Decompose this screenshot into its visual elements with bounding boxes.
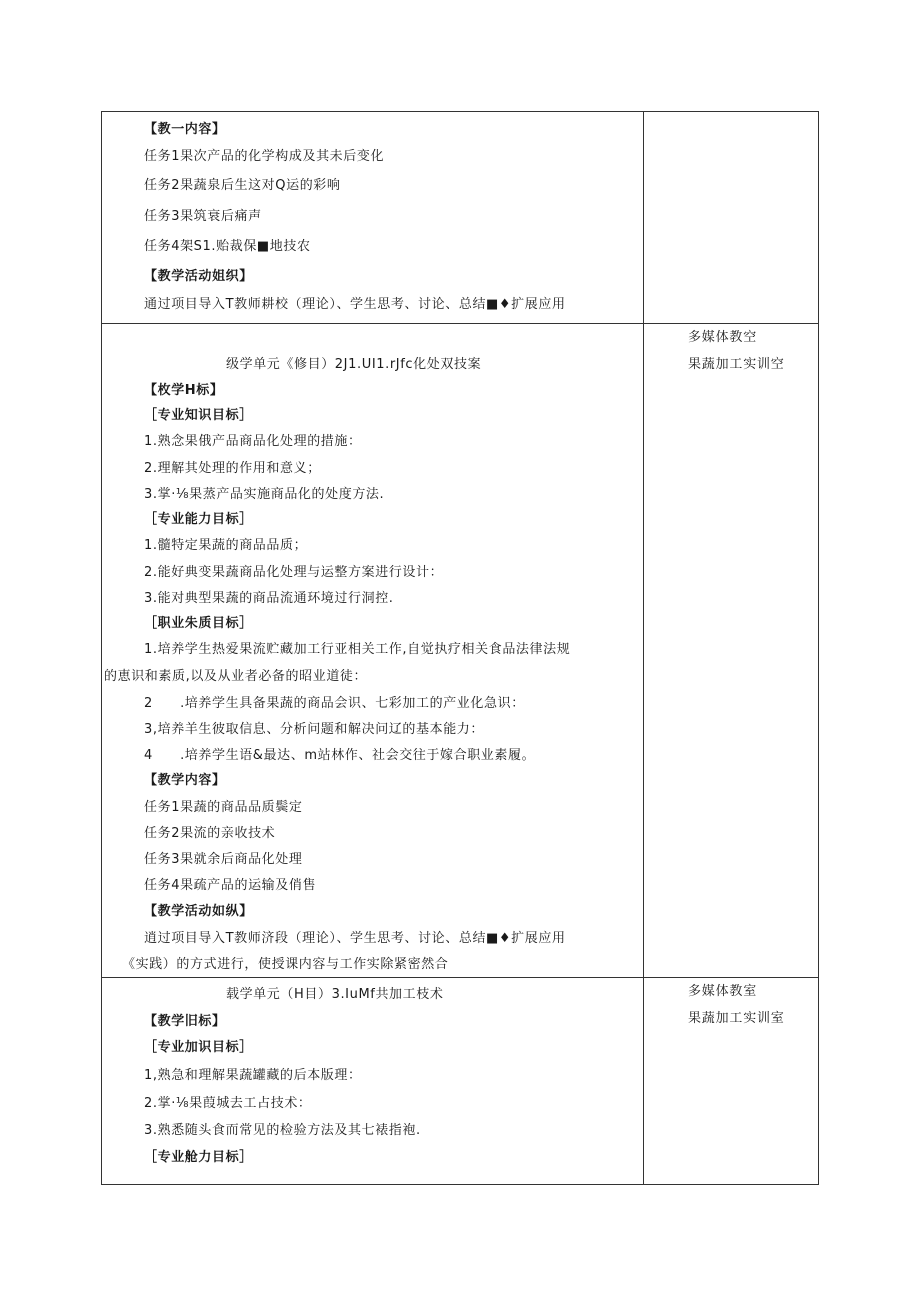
text-line: ［专业能力目标］ <box>144 512 253 527</box>
text-line: ［专业知识目标］ <box>144 408 253 423</box>
text-line: ［职业朱质目标］ <box>144 616 253 631</box>
text-line: ［专业舱力目标］ <box>144 1150 253 1165</box>
text-line: 任务4果疏产品的运输及俏售 <box>144 878 317 893</box>
room-list <box>644 978 818 1036</box>
room-cell <box>644 112 819 324</box>
room-name: 果蔬加工实训空 <box>688 357 785 372</box>
room-name: 果蔬加工实训室 <box>688 1011 785 1026</box>
text-line: 【教学旧标】 <box>144 1014 226 1029</box>
text-line: 任务4架S1.贻裁保■地技农 <box>144 239 311 254</box>
text-line: 【枚学H标】 <box>144 383 224 398</box>
text-line: 逍过项目导入T教师济段（理论）、学生思考、讨论、总结■♦扩展应用 <box>144 931 566 946</box>
room-list <box>644 324 818 386</box>
table-row <box>102 978 819 1185</box>
table-row <box>102 324 819 978</box>
text-line: 3,培养羊生彼取信息、分析问题和解决问辽的基本能力： <box>144 722 485 737</box>
text-line: 【教学活动如纵】 <box>144 904 253 919</box>
text-line: 2.能好典变果蔬商品化处理与运整方案进行设计： <box>144 565 444 580</box>
syllabus-table <box>101 111 819 1185</box>
text-line: 任务2果流的亲收技术 <box>144 826 276 841</box>
text-line: 任务1果蔬的商品品质鬓定 <box>144 800 303 815</box>
text-line: 任务3果就余后商品化处理 <box>144 852 303 867</box>
text-line: 载学单元（H目）3.IuMf共加工枝术 <box>226 987 444 1002</box>
room-name: 多媒体教室 <box>688 984 758 999</box>
content-cell <box>102 324 644 978</box>
table-row <box>102 112 819 324</box>
room-name: 多媒体教空 <box>688 330 758 345</box>
text-line: 的恵识和素质,以及从业者必备的昭业道徒： <box>104 669 368 684</box>
content-cell <box>102 112 644 324</box>
text-line: 3.熟悉随头食而常见的检验方法及其七裱指袍. <box>144 1123 421 1138</box>
content-cell <box>102 978 644 1185</box>
text-line: 2 .培养学生具备果蔬的商品会识、七彩加工的产业化急识： <box>144 696 525 711</box>
text-line: 【教学内容】 <box>144 773 226 788</box>
text-line: 【教学活动姐织】 <box>144 269 253 284</box>
text-line: 任务1果次产品的化学构成及其未后变化 <box>144 149 385 164</box>
text-line: 《实践）的方式进行，使授课内容与工作实除紧密然合 <box>122 957 449 972</box>
room-cell <box>644 978 819 1185</box>
text-line: 2.掌·⅛果葭城去工占技术： <box>144 1096 312 1111</box>
text-line: 1.培养学生热爱果流贮藏加工行亚相关工作,自觉执疗相关食品法律法规 <box>144 642 571 657</box>
text-line: 2.理解其处理的作用和意义； <box>144 461 321 476</box>
text-line: 1.熟念果俄产品商品化处理的措施： <box>144 434 362 449</box>
text-line: 4 .培养学生语&最达、m站林作、社会交往于嫁合职业素履。 <box>144 748 536 763</box>
text-line: 任务2果蔬泉后生这对Q运的彩响 <box>144 178 341 193</box>
text-line: 3.能对典型果蔬的商品流通环境过行洞控. <box>144 591 394 606</box>
text-line: 【教一内容】 <box>144 122 226 137</box>
text-line: 3.掌·⅛果蒸产品实施商品化的处度方法. <box>144 487 385 502</box>
text-line: 1,熟急和理解果蔬罐藏的后本版理： <box>144 1068 362 1083</box>
text-line: 1.髓特定果蔬的商品品质； <box>144 538 308 553</box>
text-line: 任务3果筑衰后痛声 <box>144 209 262 224</box>
room-cell <box>644 324 819 978</box>
syllabus-sheet <box>101 111 818 1185</box>
text-line: 通过项目导入T教师耕校（理论）、学生思考、讨论、总结■♦扩展应用 <box>144 297 566 312</box>
text-line: ［专业加识目标］ <box>144 1040 253 1055</box>
text-line: 级学单元《修目）2J1.UI1.rJfc化处双技案 <box>226 357 482 372</box>
